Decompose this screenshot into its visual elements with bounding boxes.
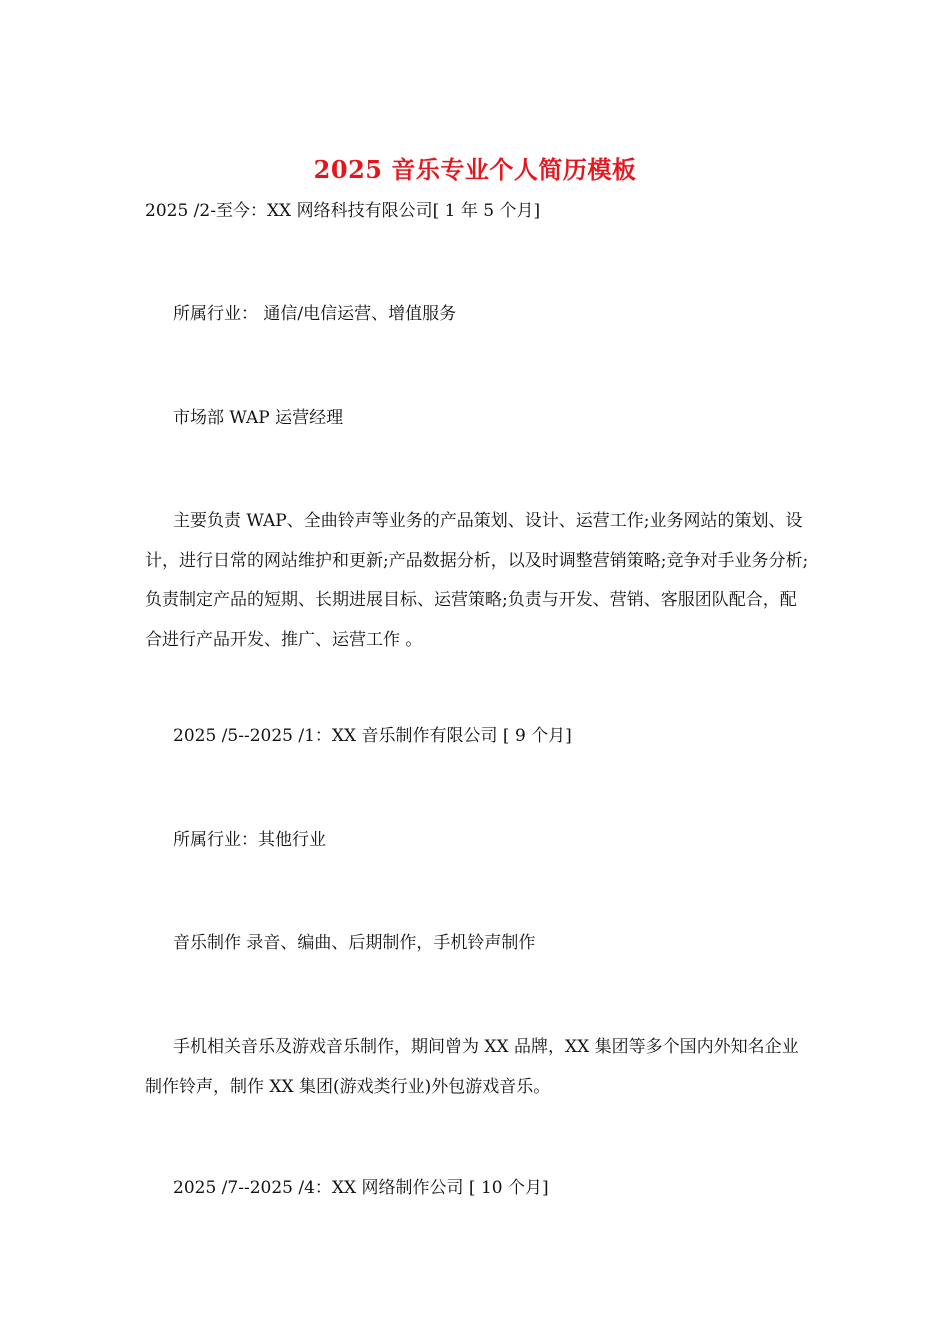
document-title: 2025 音乐专业个人简历模板	[313, 155, 637, 184]
job-2-header: 2025 /5--2025 /1：XX 音乐制作有限公司 [ 9 个月]	[173, 726, 572, 746]
job-2-description: 手机相关音乐及游戏音乐制作，期间曾为 XX 品牌，XX 集团等多个国内外知名企业制作铃声，制作 XX 集团(游戏类行业)外包游戏音乐。	[145, 1037, 799, 1097]
job-1-header: 2025 /2-至今：XX 网络科技有限公司[ 1 年 5 个月]	[145, 201, 541, 221]
job-1-industry: 所属行业： 通信/电信运营、增值服务	[173, 304, 457, 324]
job-2-position: 音乐制作 录音、编曲、后期制作，手机铃声制作	[173, 933, 536, 953]
job-1-position: 市场部 WAP 运营经理	[173, 408, 344, 428]
job-2-industry: 所属行业：其他行业	[173, 830, 326, 850]
job-3-header: 2025 /7--2025 /4：XX 网络制作公司 [ 10 个月]	[173, 1178, 549, 1198]
job-1-description: 主要负责 WAP、全曲铃声等业务的产品策划、设计、运营工作;业务网站的策划、设计，进行日常的网站维护和更新;产品数据分析，以及时调整营销策略;竞争对手业务分析;负责制定产品的短期、长期进展目标、运营策略;负责与开发、营销、客服团队配合，配合进行产品开发、推广、运营工作 。	[145, 511, 809, 650]
